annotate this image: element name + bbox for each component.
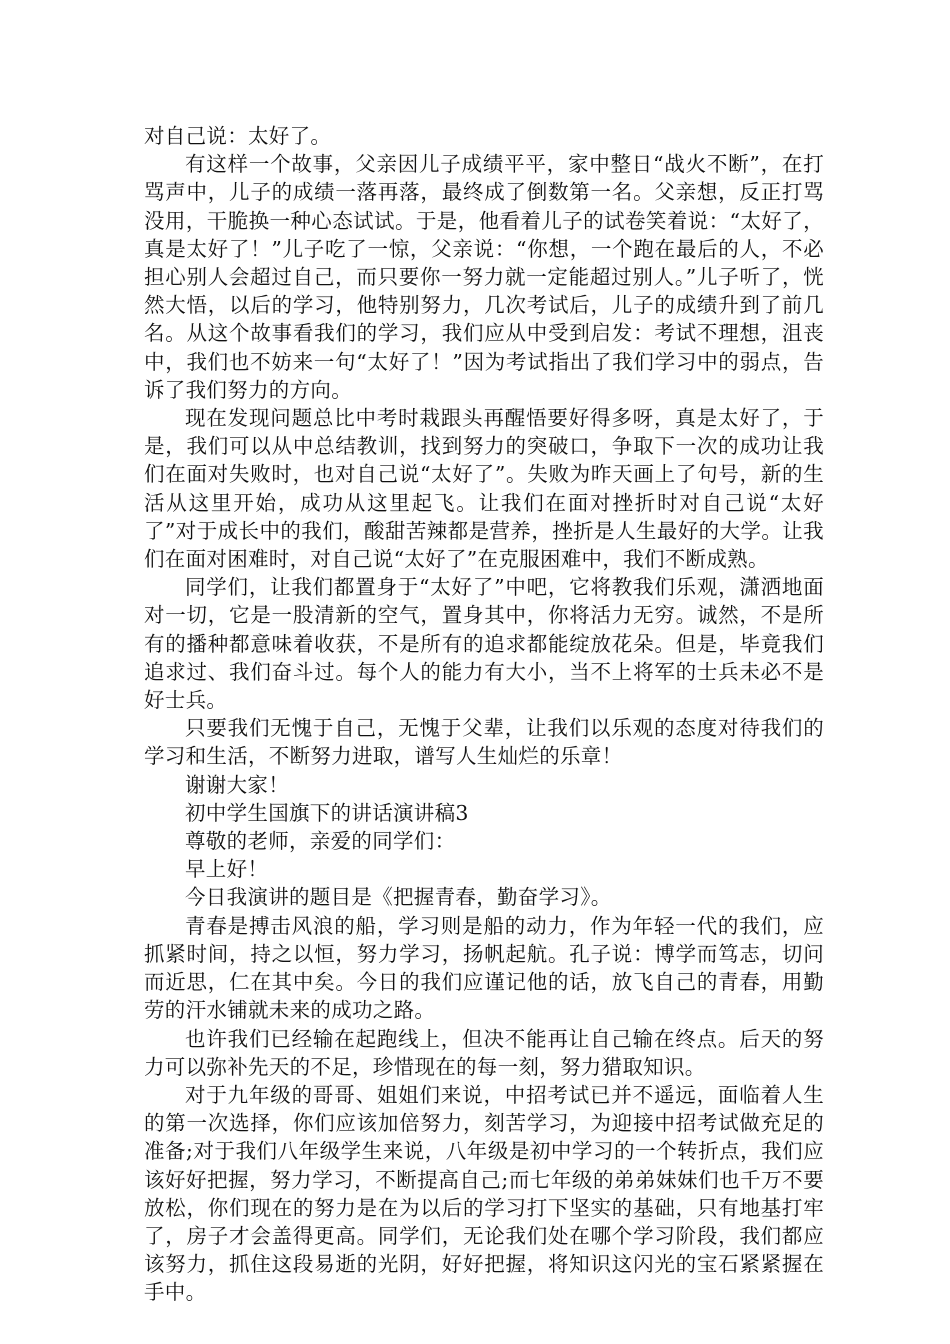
paragraph: 青春是搏击风浪的船，学习则是船的动力，作为年轻一代的我们，应抓紧时间，持之以恒，努力学习，扬帆起航。孔子说：博学而笃志，切问而近思，仁在其中矣。今日的我们应谨记他的话，放飞自己的青春，用勤劳的汗水铺就未来的成功之路。 (144, 913, 824, 1023)
paragraph: 有这样一个故事，父亲因儿子成绩平平，家中整日“战火不断”，在打骂声中，儿子的成绩一落再落，最终成了倒数第一名。父亲想，反正打骂没用，干脆换一种心态试试。于是，他看着儿子的试卷笑着说：“太好了，真是太好了！”儿子吃了一惊，父亲说：“你想，一个跑在最后的人，不必担心别人会超过自己，而只要你一努力就一定能超过别人。”儿子听了，恍然大悟，以后的学习，他特别努力，几次考试后，儿子的成绩升到了前几名。从这个故事看我们的学习，我们应从中受到启发：考试不理想，沮丧中，我们也不妨来一句“太好了！”因为考试指出了我们学习中的弱点，告诉了我们努力的方向。 (144, 152, 824, 402)
salutation: 尊敬的老师，亲爱的同学们： (185, 829, 456, 854)
paragraph: 也许我们已经输在起跑线上，但决不能再让自己输在终点。后天的努力可以弥补先天的不足，珍惜现在的每一刻，努力猎取知识。 (144, 1026, 824, 1079)
paragraph: 对于九年级的哥哥、姐姐们来说，中招考试已并不遥远，面临着人生的第一次选择，你们应该加倍努力，刻苦学习，为迎接中招考试做充足的准备;对于我们八年级学生来说，八年级是初中学习的一个转折点，我们应该好好把握，努力学习，不断提高自己;而七年级的弟弟妹妹们也千万不要放松，你们现在的努力是在为以后的学习打下坚实的基础，只有地基打牢了，房子才会盖得更高。同学们，无论我们处在哪个学习阶段，我们都应该努力，抓住这段易逝的光阴，好好把握，将知识这闪光的宝石紧紧握在手中。 (144, 1082, 824, 1305)
paragraph: 只要我们无愧于自己，无愧于父辈，让我们以乐观的态度对待我们的学习和生活，不断努力进取，谱写人生灿烂的乐章！ (144, 716, 824, 769)
paragraph: 今日我演讲的题目是《把握青春，勤奋学习》。 (185, 885, 612, 910)
greeting: 早上好！ (185, 857, 269, 882)
section-title: 初中学生国旗下的讲话演讲稿3 (185, 800, 469, 825)
paragraph: 对自己说：太好了。 (144, 124, 332, 148)
document-body (144, 122, 824, 1307)
paragraph: 谢谢大家！ (185, 772, 289, 797)
paragraph: 同学们，让我们都置身于“太好了”中吧，它将教我们乐观，潇洒地面对一切，它是一股清新的空气，置身其中，你将活力无穷。诚然，不是所有的播种都意味着收获，不是所有的追求都能绽放花朵。但是，毕竟我们追求过、我们奋斗过。每个人的能力有大小，当不上将军的士兵未必不是好士兵。 (144, 575, 824, 713)
paragraph: 现在发现问题总比中考时栽跟头再醒悟要好得多呀，真是太好了，于是，我们可以从中总结教训，找到努力的突破口，争取下一次的成功让我们在面对失败时，也对自己说“太好了”。失败为昨天画上了句号，新的生活从这里开始，成功从这里起飞。让我们在面对挫折时对自己说“太好了”对于成长中的我们，酸甜苦辣都是营养，挫折是人生最好的大学。让我们在面对困难时，对自己说“太好了”在克服困难中，我们不断成熟。 (144, 406, 824, 572)
